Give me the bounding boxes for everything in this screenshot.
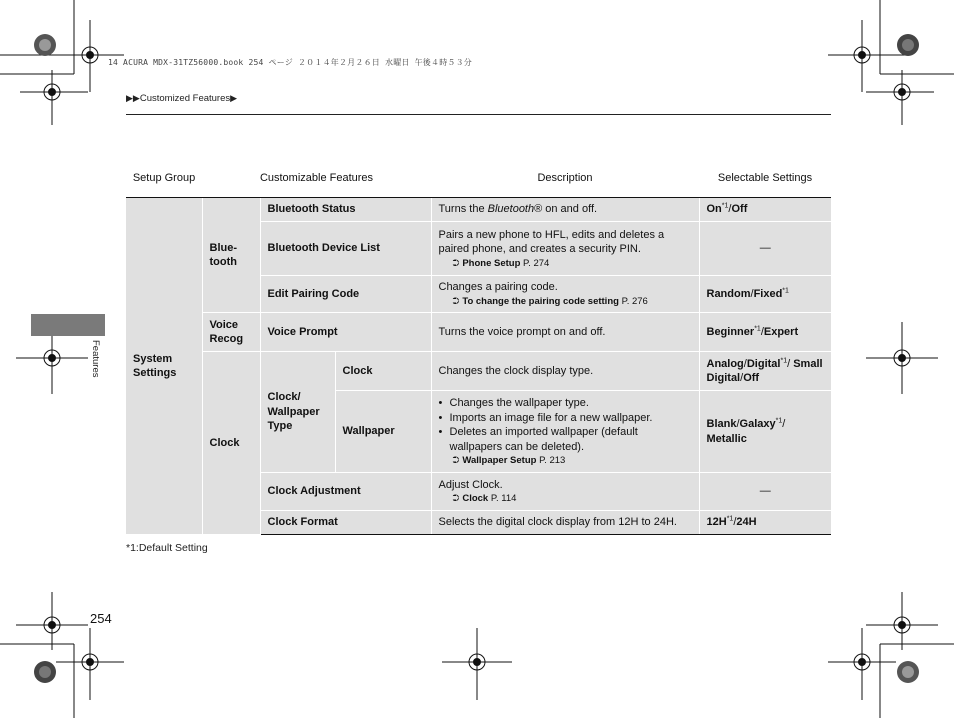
feature-bluetooth-device-list: Bluetooth Device List xyxy=(260,222,431,276)
list-item: • Deletes an imported wallpaper (default wallpapers can be deleted). xyxy=(439,425,692,454)
setting-clock-format: $12H^{*1}/24H$ xyxy=(699,511,831,535)
setting-voice-prompt: Beginner$^{*1}$/Expert xyxy=(699,313,831,352)
footnote: *1:Default Setting xyxy=(126,542,208,554)
print-header: 14 ACURA MDX-31TZ56000.book 254 ページ ２０１４年２月２６日 水曜日 午後４時５３分 xyxy=(108,58,473,67)
desc-voice-prompt: Turns the voice prompt on and off. xyxy=(431,313,699,352)
cross-reference-icon: ⮊ xyxy=(452,493,460,504)
cross-reference-link[interactable]: ⮊ Wallpaper Setup P. 213 xyxy=(452,455,566,466)
cross-reference-icon: ⮊ xyxy=(452,295,460,306)
desc-clock-adjustment: Adjust Clock. ⮊ Clock P. 114 xyxy=(431,473,699,511)
header-customizable-features: Customizable Features xyxy=(202,159,431,198)
feature-edit-pairing-code: Edit Pairing Code xyxy=(260,276,431,313)
breadcrumb[interactable] xyxy=(126,93,237,104)
feature-wallpaper: Wallpaper xyxy=(335,391,431,473)
setting-bluetooth-status: On$^{*1}$/Off xyxy=(699,198,831,222)
cross-reference-link[interactable]: ⮊ To change the pairing code setting P. 276 xyxy=(452,295,648,307)
feature-clock-wallpaper-type: Clock/ Wallpaper Type xyxy=(260,352,335,473)
cross-reference-link[interactable]: ⮊ Clock P. 114 xyxy=(452,493,517,505)
subgroup-bluetooth: Blue- tooth xyxy=(202,198,260,313)
header-rule xyxy=(126,114,831,115)
feature-bluetooth-status: Bluetooth Status xyxy=(260,198,431,222)
desc-bluetooth-device-list: Pairs a new phone to HFL, edits and deletes a paired phone, and creates a security PIN. ⮊ Phone Setup P. 274 xyxy=(431,222,699,276)
header-description: Description xyxy=(431,159,699,198)
table-row xyxy=(126,313,831,352)
feature-clock: Clock xyxy=(335,352,431,391)
feature-clock-format: Clock Format xyxy=(260,511,431,535)
feature-clock-adjustment: Clock Adjustment xyxy=(260,473,431,511)
setting-clock-adjustment: — xyxy=(699,473,831,511)
cross-reference-icon: ⮊ xyxy=(452,455,460,465)
list-item: • Imports an image file for a new wallpaper. xyxy=(439,411,692,426)
breadcrumb-label[interactable]: Customized Features xyxy=(139,93,231,104)
setting-wallpaper: Blank/Galaxy$^{*1}$/ Metallic xyxy=(699,391,831,473)
list-item: • Changes the wallpaper type. xyxy=(439,396,692,411)
desc-bluetooth-status: Turns the Bluetooth® on and off. xyxy=(431,198,699,222)
section-tab xyxy=(31,314,105,336)
setting-edit-pairing-code: Random/Fixed$^{*1}$ xyxy=(699,276,831,313)
desc-clock-format: Selects the digital clock display from 12H to 24H. xyxy=(431,511,699,535)
breadcrumb-arrows-icon: ▶▶ xyxy=(126,93,140,103)
cross-reference-link[interactable]: ⮊ Phone Setup P. 274 xyxy=(452,257,550,269)
desc-wallpaper xyxy=(431,391,699,473)
desc-clock: Changes the clock display type. xyxy=(431,352,699,391)
setting-clock: Analog/Digital$^{*1}$/ Small Digital/Off xyxy=(699,352,831,391)
table-row xyxy=(126,198,831,222)
setting-bluetooth-device-list: — xyxy=(699,222,831,276)
feature-voice-prompt: Voice Prompt xyxy=(260,313,431,352)
subgroup-clock: Clock xyxy=(202,352,260,535)
table-header-row xyxy=(126,159,831,198)
breadcrumb-arrow-end-icon: ▶ xyxy=(230,93,238,103)
page-number: 254 xyxy=(90,611,112,626)
header-setup-group: Setup Group xyxy=(126,159,202,198)
customization-table xyxy=(126,159,831,535)
subgroup-voice-recog: Voice Recog xyxy=(202,313,260,352)
table-row xyxy=(126,352,831,391)
side-tab-label: Features xyxy=(90,340,101,378)
desc-edit-pairing-code: Changes a pairing code. ⮊ To change the pairing code setting P. 276 xyxy=(431,276,699,313)
cross-reference-icon: ⮊ xyxy=(452,257,460,268)
group-system-settings: System Settings xyxy=(126,198,202,535)
header-selectable-settings: Selectable Settings xyxy=(699,159,831,198)
